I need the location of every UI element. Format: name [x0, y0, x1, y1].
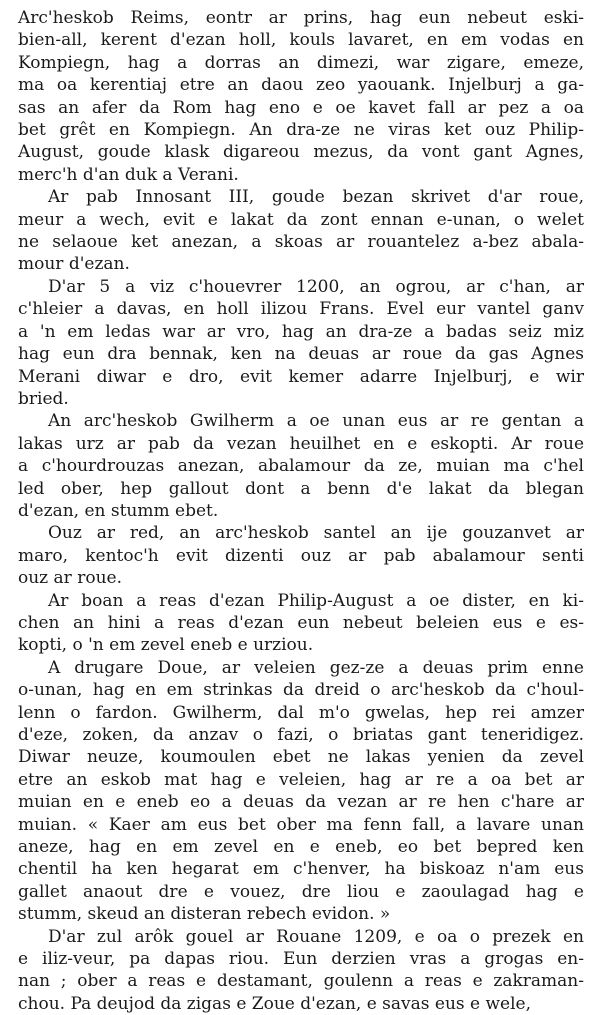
text-line: Ouz ar red, an arc'heskob santel an ije gouzanvet ar	[48, 523, 584, 544]
text-line: merc'h d'an duk a Verani.	[18, 164, 239, 185]
text-line: maro, kentoc'h evit dizenti ouz ar pab abalamour senti	[18, 545, 584, 566]
text-line: D'ar zul arôk gouel ar Rouane 1209, e oa o prezek en	[48, 926, 584, 947]
text-line: etre an eskob mat hag e veleien, hag ar re a oa bet ar	[18, 769, 584, 790]
text-line: kopti, o 'n em zevel eneb e urziou.	[18, 635, 314, 656]
text-line: mour d'ezan.	[18, 254, 130, 275]
text-line: stumm, skeud an disteran rebech evidon. »	[18, 904, 391, 925]
paragraph	[18, 590, 584, 657]
text-line: o-unan, hag en em strinkas da dreid o arc'heskob da c'houl-	[18, 680, 584, 701]
text-line: Merani diwar e dro, evit kemer adarre Injelburj, e wir	[18, 366, 584, 387]
text-line: d'eze, zoken, da anzav o fazi, o briatas gant teneridigez.	[18, 725, 584, 745]
text-line: Diwar neuze, koumoulen ebet ne lakas yenien da zevel	[18, 747, 584, 768]
text-line: a c'hourdrouzas anezan, abalamour da ze, muian ma c'hel	[18, 456, 584, 477]
text-line: muian. « Kaer am eus bet ober ma fenn fall, a lavare unan	[18, 814, 584, 835]
text-line: chou. Pa deujod da zigas e Zoue d'ezan, e savas eus e wele,	[18, 993, 532, 1014]
text-line: muian en e eneb eo a deuas da vezan ar re hen c'hare ar	[18, 792, 584, 813]
text-line: meur a wech, evit e lakat da zont ennan e-unan, o welet	[18, 209, 584, 230]
paragraph	[18, 186, 584, 276]
text-line: A drugare Doue, ar veleien gez-ze a deuas prim enne	[48, 657, 584, 678]
text-line: aneze, hag en em zevel en e eneb, eo bet bepred ken	[18, 837, 584, 858]
text-line: chentil ha ken hegarat em c'henver, ha biskoaz n'am eus	[18, 859, 584, 880]
text-line: led ober, hep gallout dont a benn d'e lakat da blegan	[18, 478, 584, 499]
text-line: chen an hini a reas d'ezan eun nebeut beleien eus e es-	[18, 612, 584, 633]
text-line: nan ; ober a reas e destamant, goulenn a reas e zakraman-	[18, 971, 584, 992]
text-line: bet grêt en Kompiegn. An dra-ze ne viras ket ouz Philip-	[18, 120, 584, 141]
paragraph	[18, 926, 584, 1015]
text-line: lenn o fardon. Gwilherm, dal m'o gwelas, hep rei amzer	[18, 702, 584, 723]
paragraph	[18, 657, 584, 926]
text-line: ouz ar roue.	[18, 568, 122, 589]
paragraph	[18, 522, 584, 589]
text-line: Ar boan a reas d'ezan Philip-August a oe dister, en ki-	[48, 590, 584, 611]
text-line: Kompiegn, hag a dorras an dimezi, war zigare, emeze,	[18, 52, 584, 73]
text-line: August, goude klask digareou mezus, da vont gant Agnes,	[18, 142, 584, 163]
text-line: gallet anaout dre e vouez, dre liou e zaoulagad hag e	[18, 881, 584, 902]
text-line: D'ar 5 a viz c'houevrer 1200, an ogrou, ar c'han, ar	[48, 276, 584, 297]
text-line: sas an afer da Rom hag eno e oe kavet fall ar pez a oa	[18, 97, 584, 118]
text-line: ma oa kerentiaj etre an daou zeo yaouank. Injelburj a ga-	[18, 75, 584, 96]
text-line: hag eun dra bennak, ken na deuas ar roue da gas Agnes	[18, 344, 584, 365]
paragraph	[18, 276, 584, 410]
text-line: An arc'heskob Gwilherm a oe unan eus ar re gentan a	[48, 411, 584, 432]
text-line: lakas urz ar pab da vezan heuilhet en e eskopti. Ar roue	[18, 433, 584, 454]
text-line: c'hleier a davas, en holl ilizou Frans. Evel eur vantel ganv	[18, 299, 584, 320]
paragraph	[18, 7, 584, 186]
text-line: bien-all, kerent d'ezan holl, kouls lavaret, en em vodas en	[18, 30, 584, 51]
text-line: e iliz-veur, pa dapas riou. Eun derzien vras a grogas en-	[18, 949, 584, 970]
paragraph	[18, 410, 584, 522]
text-line: ne selaoue ket anezan, a skoas ar rouantelez a-bez abala-	[18, 232, 584, 253]
text-line: Arc'heskob Reims, eontr ar prins, hag eun nebeut eski-	[18, 8, 584, 28]
text-line: Ar pab Innosant III, goude bezan skrivet d'ar roue,	[48, 187, 584, 208]
text-line: d'ezan, en stumm ebet.	[18, 500, 219, 521]
text-line: bried.	[18, 388, 69, 409]
text-line: a 'n em ledas war ar vro, hag an dra-ze a badas seiz miz	[18, 321, 584, 342]
